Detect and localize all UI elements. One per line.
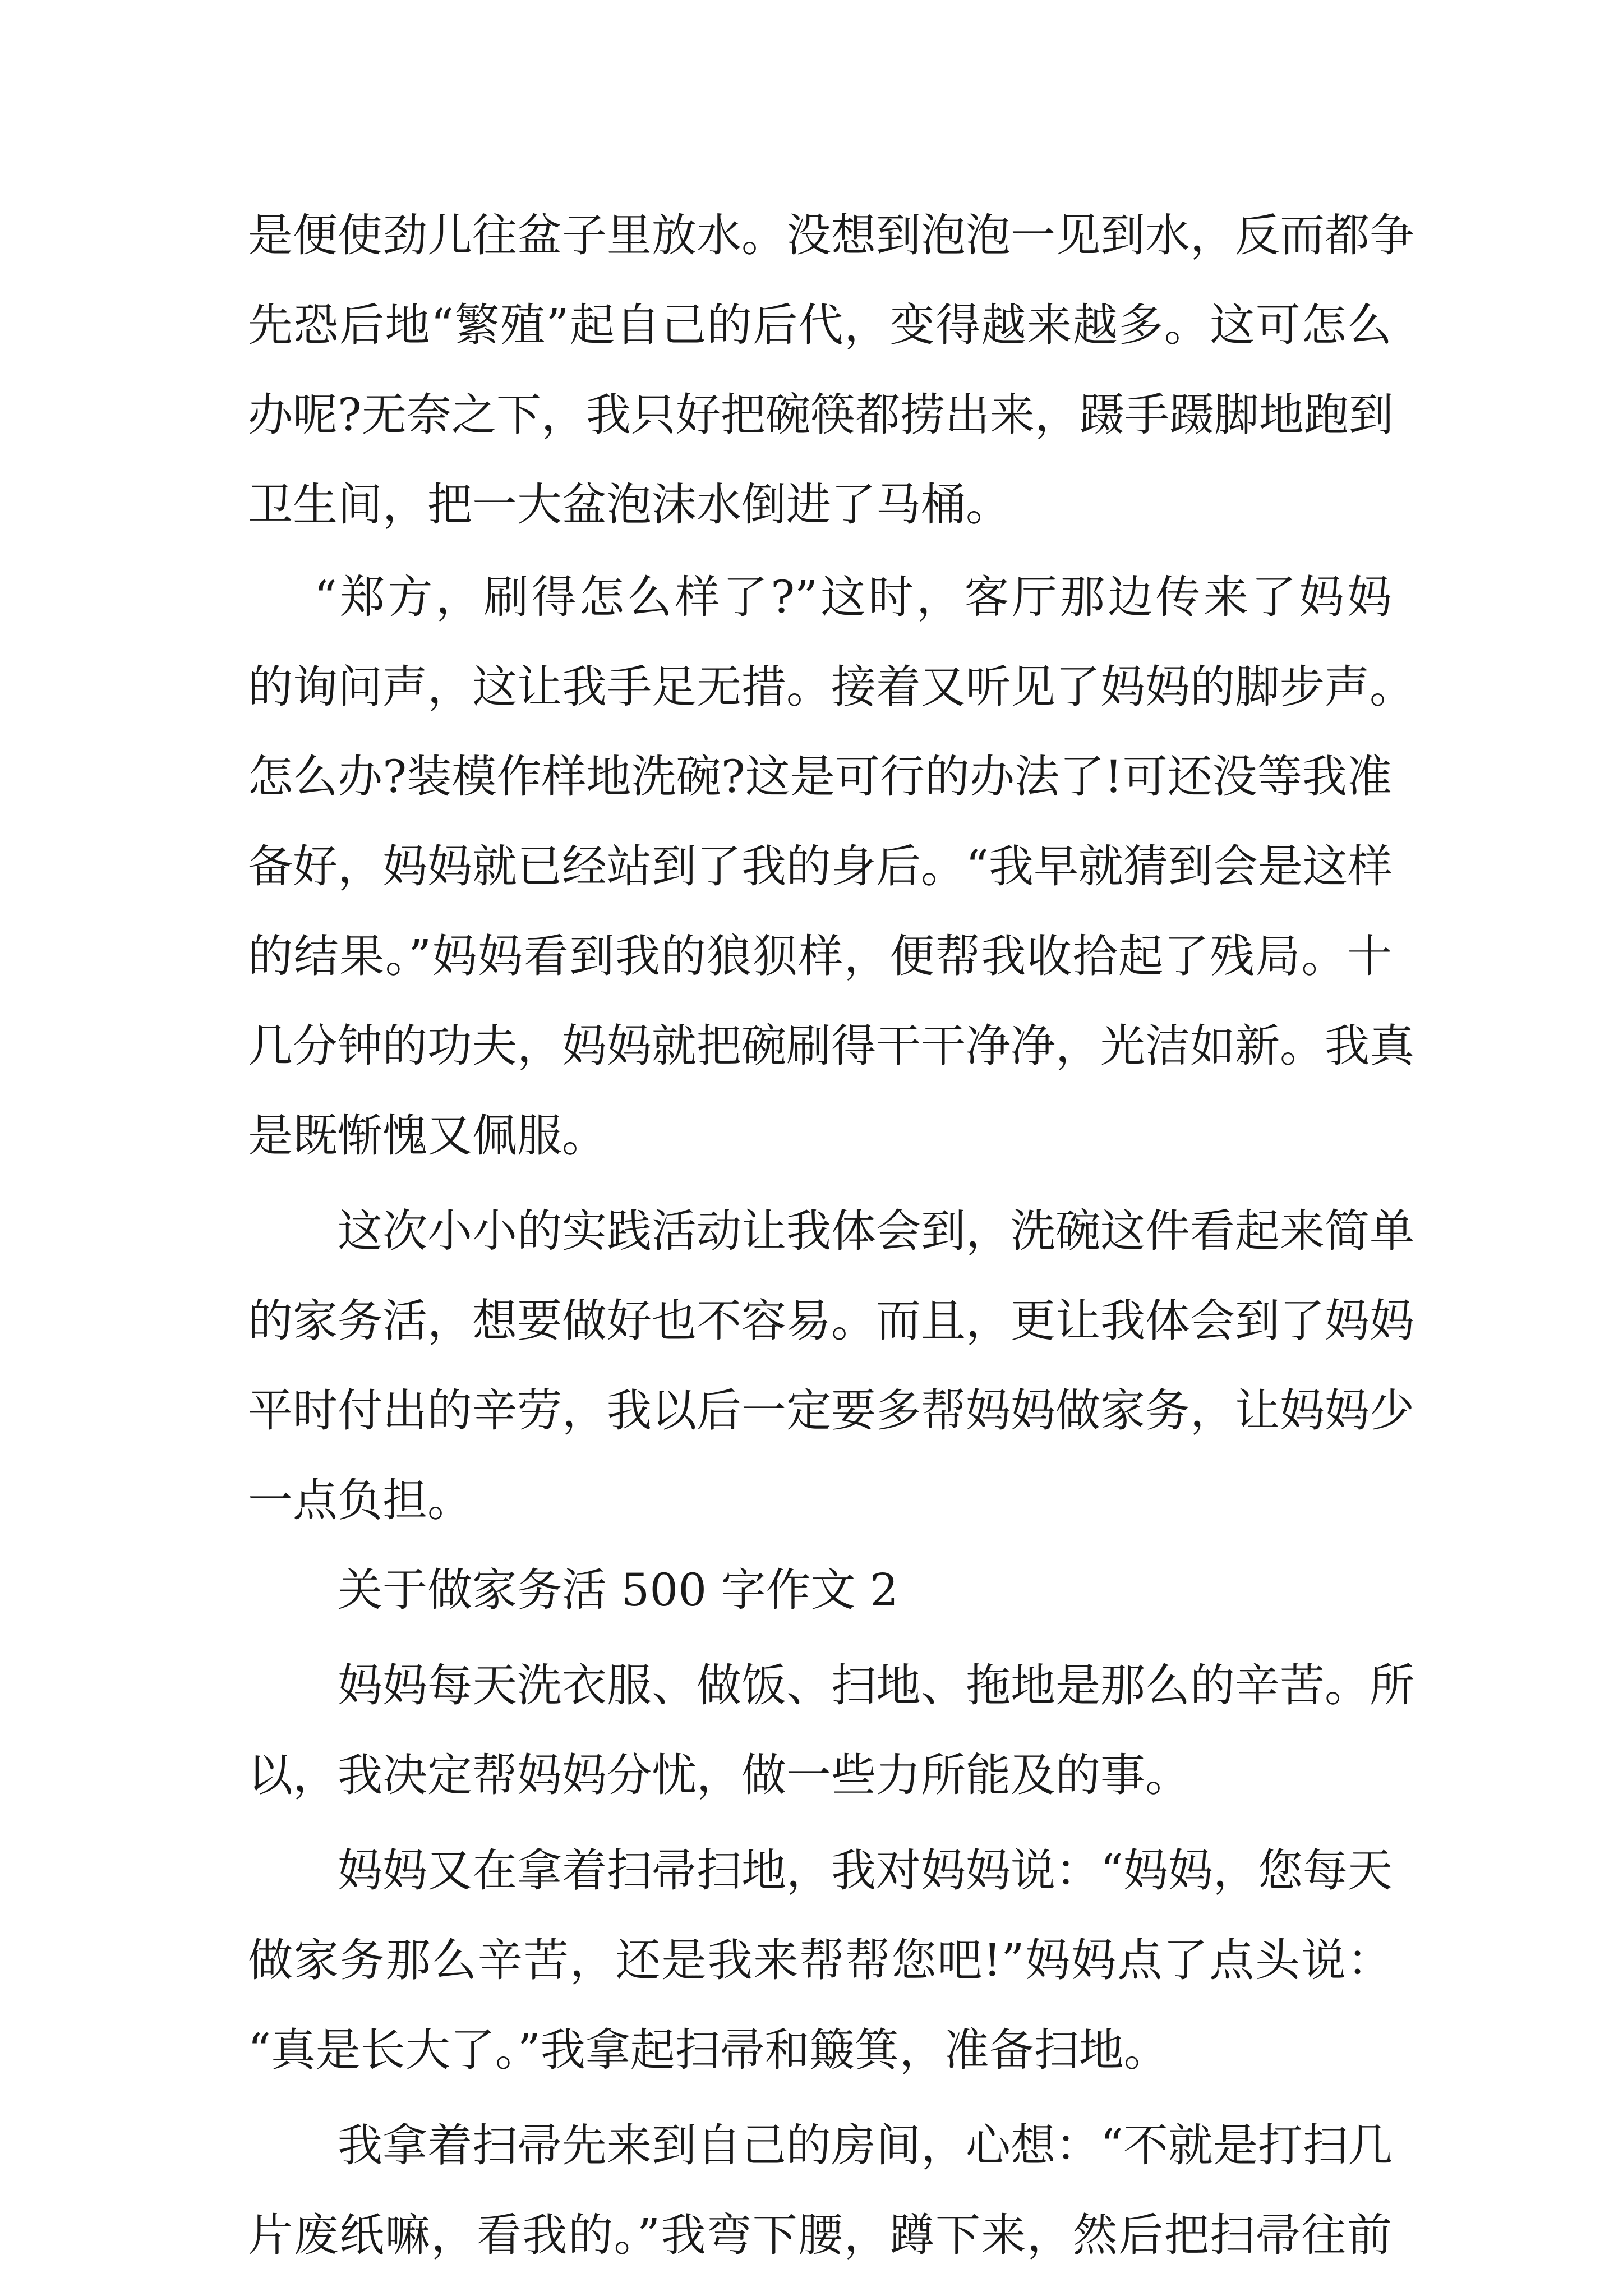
text-line: “真是长大了。”我拿起扫帚和簸箕，准备扫地。	[248, 2024, 1169, 2076]
text-line: 备好，妈妈就已经站到了我的身后。“我早就猜到会是这样	[248, 840, 1393, 892]
text-line: 先恐后地“繁殖”起自己的后代，变得越来越多。这可怎么	[248, 299, 1392, 351]
text-line: 几分钟的功夫，妈妈就把碗刷得干干净净，光洁如新。我真	[248, 1020, 1414, 1072]
text-line: 怎么办?装模作样地洗碗?这是可行的办法了!可还没等我准	[248, 751, 1392, 803]
paragraph-start-line: “郑方，刷得怎么样了?”这时，客厅那边传来了妈妈	[314, 571, 1392, 623]
text-line: 是既惭愧又佩服。	[248, 1110, 607, 1162]
text-line: 片废纸嘛，看我的。”我弯下腰，蹲下来，然后把扫帚往前	[248, 2209, 1392, 2261]
section-heading: 关于做家务活 500 字作文 2	[338, 1564, 898, 1616]
text-line: 做家务那么辛苦，还是我来帮帮您吧!”妈妈点了点头说：	[248, 1934, 1392, 1986]
text-line: 卫生间，把一大盆泡沫水倒进了马桶。	[248, 478, 1011, 531]
text-line: 以，我决定帮妈妈分忧，做一些力所能及的事。	[248, 1749, 1190, 1801]
text-line: 是便使劲儿往盆子里放水。没想到泡泡一见到水，反而都争	[248, 209, 1414, 261]
text-line: 平时付出的辛劳，我以后一定要多帮妈妈做家务，让妈妈少	[248, 1384, 1414, 1437]
paragraph-start-line: 妈妈又在拿着扫帚扫地，我对妈妈说：“妈妈，您每天	[338, 1844, 1393, 1897]
paragraph-start-line: 妈妈每天洗衣服、做饭、扫地、拖地是那么的辛苦。所	[338, 1659, 1414, 1711]
text-line: 的询问声，这让我手足无措。接着又听见了妈妈的脚步声。	[248, 661, 1414, 713]
text-line: 一点负担。	[248, 1474, 472, 1526]
paragraph-start-line: 我拿着扫帚先来到自己的房间，心想：“不就是打扫几	[338, 2119, 1393, 2171]
text-line: 办呢?无奈之下，我只好把碗筷都捞出来，蹑手蹑脚地跑到	[248, 389, 1394, 441]
paragraph-start-line: 这次小小的实践活动让我体会到，洗碗这件看起来简单	[338, 1205, 1414, 1257]
text-line: 的结果。”妈妈看到我的狼狈样，便帮我收拾起了残局。十	[248, 930, 1392, 982]
text-line: 的家务活，想要做好也不容易。而且，更让我体会到了妈妈	[248, 1295, 1414, 1347]
